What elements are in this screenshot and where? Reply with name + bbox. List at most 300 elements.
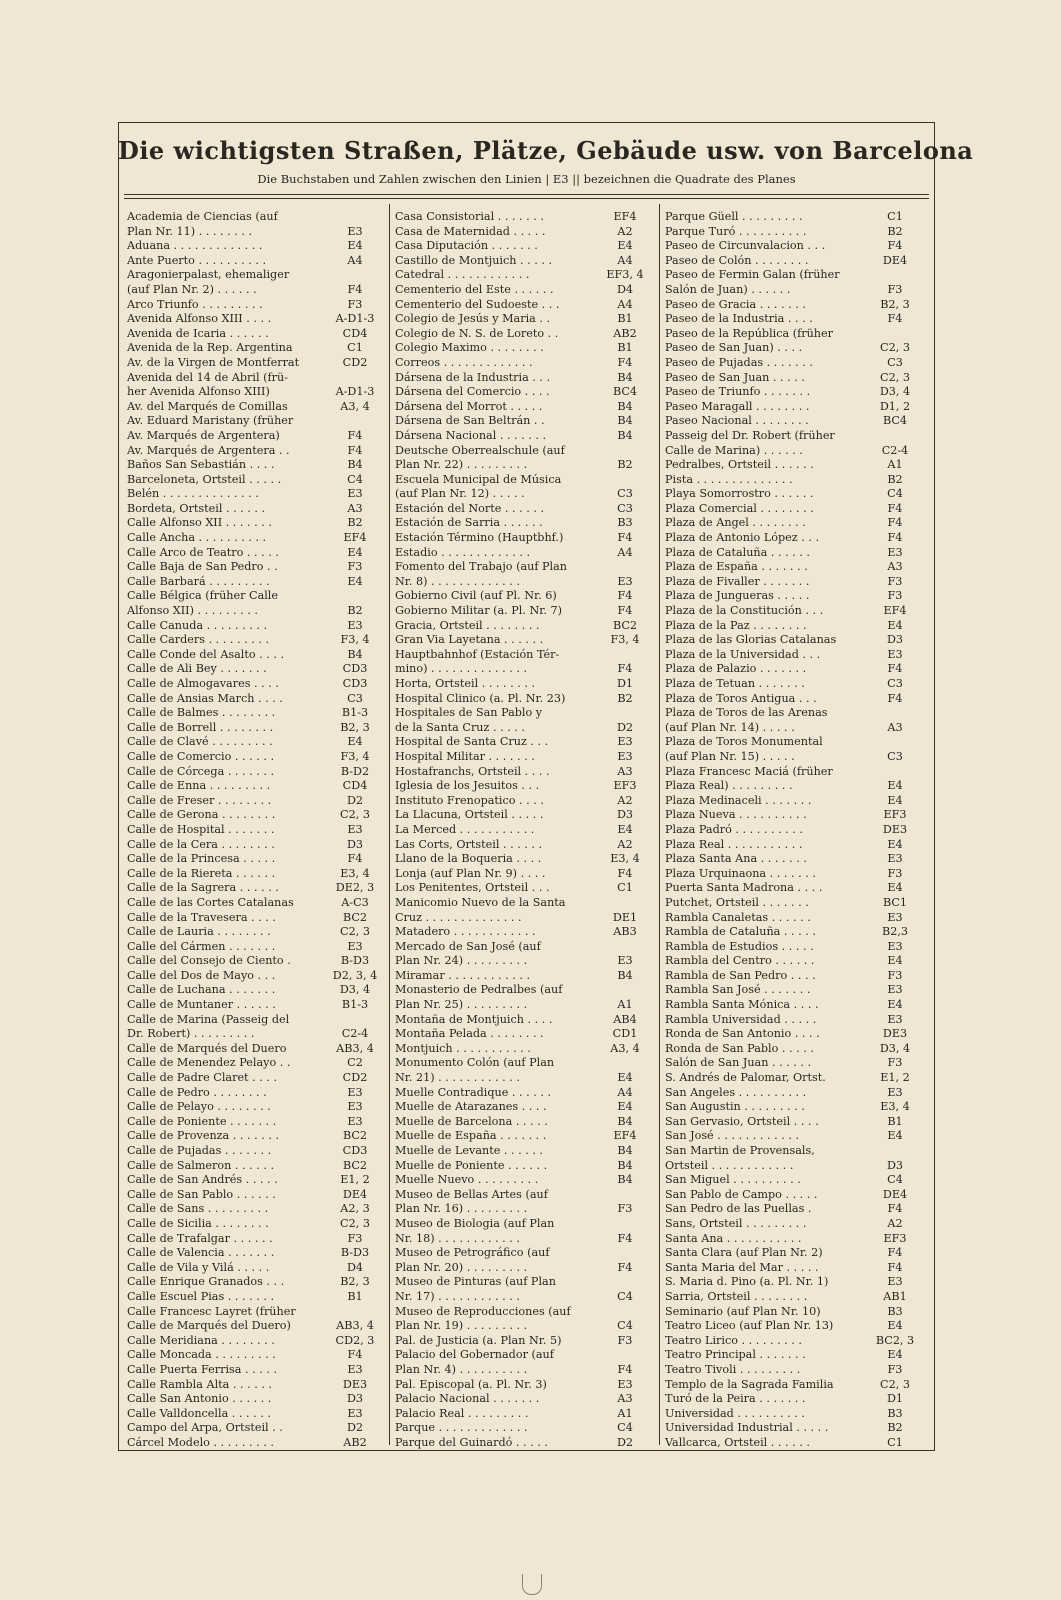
index-column-3 bbox=[665, 210, 923, 1450]
index-entry bbox=[395, 327, 653, 342]
index-entry bbox=[127, 298, 383, 313]
entry-grid-code: F4 bbox=[617, 1260, 633, 1274]
entry-name: Santa Maria del Mar . . . . . bbox=[665, 1260, 819, 1274]
entry-grid-code: E3 bbox=[347, 224, 363, 238]
entry-name: Plaza Nueva . . . . . . . . . . bbox=[665, 808, 807, 822]
entry-grid-code: B4 bbox=[617, 968, 633, 982]
entry-grid-code: B1-3 bbox=[341, 706, 369, 720]
index-entry bbox=[665, 414, 923, 429]
entry-name: Calle de Marina (Passeig del bbox=[127, 1012, 290, 1026]
entry-grid-code: C2, 3 bbox=[340, 1216, 370, 1230]
entry-grid-code: C2, 3 bbox=[880, 1377, 910, 1391]
entry-name: Plaza Urquinaona . . . . . . . bbox=[665, 866, 816, 880]
entry-name: Parque . . . . . . . . . . . . . bbox=[395, 1421, 528, 1435]
entry-grid-code: D3, 4 bbox=[879, 1041, 911, 1055]
entry-name: Ronda de San Antonio . . . . bbox=[665, 1027, 820, 1041]
entry-grid-code: E3 bbox=[887, 852, 903, 866]
entry-name: Hospital de Santa Cruz . . . bbox=[395, 735, 549, 749]
index-entry bbox=[395, 1392, 653, 1407]
entry-name: Calle Escuel Pias . . . . . . . bbox=[127, 1289, 274, 1303]
entry-grid-code: B4 bbox=[347, 458, 363, 472]
entry-name: Calle Barbará . . . . . . . . . bbox=[127, 574, 270, 588]
entry-grid-code: C2-4 bbox=[881, 443, 909, 457]
entry-name: San Pablo de Campo . . . . . bbox=[665, 1187, 818, 1201]
entry-name: Colegio Maximo . . . . . . . . bbox=[395, 341, 544, 355]
entry-grid-code: E3 bbox=[617, 735, 633, 749]
entry-name: Teatro Tivoli . . . . . . . . . bbox=[665, 1362, 801, 1376]
index-entry bbox=[127, 458, 383, 473]
entry-name: mino) . . . . . . . . . . . . . . bbox=[395, 662, 528, 676]
entry-grid-code: E3 bbox=[347, 822, 363, 836]
entry-grid-code: D4 bbox=[616, 282, 634, 296]
entry-grid-code: F4 bbox=[887, 662, 903, 676]
entry-name: Calle Carders . . . . . . . . . bbox=[127, 633, 270, 647]
entry-grid-code: A4 bbox=[617, 253, 633, 267]
entry-name: Estación del Norte . . . . . . bbox=[395, 501, 544, 515]
entry-name: Calle de la Riereta . . . . . . bbox=[127, 866, 276, 880]
index-entry bbox=[395, 969, 653, 984]
index-entry bbox=[665, 1217, 923, 1232]
entry-grid-code: B2 bbox=[347, 516, 363, 530]
entry-name: Aragonierpalast, ehemaliger bbox=[127, 268, 290, 282]
index-entry bbox=[665, 852, 923, 867]
entry-grid-code: E4 bbox=[887, 779, 903, 793]
entry-name: Las Corts, Ortsteil . . . . . . bbox=[395, 837, 543, 851]
index-entry bbox=[395, 662, 653, 677]
entry-grid-code: F4 bbox=[617, 355, 633, 369]
entry-name: San Miguel . . . . . . . . . . bbox=[665, 1173, 801, 1187]
index-entry bbox=[665, 1071, 923, 1086]
index-entry bbox=[665, 648, 923, 663]
index-entry bbox=[665, 239, 923, 254]
index-entry bbox=[127, 1115, 383, 1130]
entry-grid-code: E3, 4 bbox=[880, 1100, 910, 1114]
entry-grid-code: B4 bbox=[617, 1144, 633, 1157]
entry-name: Calle de la Travesera . . . . bbox=[127, 910, 276, 924]
entry-name: Muelle de España . . . . . . . bbox=[395, 1129, 547, 1143]
entry-name: Calle de la Princesa . . . . . bbox=[127, 852, 276, 866]
index-entry bbox=[665, 1348, 923, 1363]
index-entry bbox=[395, 1217, 653, 1232]
page-title: Die wichtigsten Straßen, Plätze, Gebäude usw. von Barcelona bbox=[118, 136, 974, 165]
entry-grid-code: E4 bbox=[887, 954, 903, 968]
entry-name: Universidad . . . . . . . . . . bbox=[665, 1406, 805, 1420]
index-entry bbox=[127, 1246, 383, 1261]
entry-grid-code: F3 bbox=[617, 1202, 633, 1216]
entry-grid-code: C3 bbox=[887, 677, 903, 690]
index-entry bbox=[665, 268, 923, 283]
index-entry bbox=[665, 1013, 923, 1028]
index-entry bbox=[665, 225, 923, 240]
entry-name: Paseo de Colón . . . . . . . . bbox=[665, 253, 809, 267]
index-entry bbox=[127, 750, 383, 765]
entry-name: Calle Alfonso XII . . . . . . . bbox=[127, 516, 272, 530]
entry-grid-code: F3 bbox=[617, 1333, 633, 1347]
entry-grid-code: A4 bbox=[347, 253, 363, 267]
entry-grid-code: D3 bbox=[886, 1158, 904, 1172]
index-entry bbox=[127, 1027, 383, 1042]
entry-grid-code: F4 bbox=[347, 428, 363, 442]
entry-grid-code: A4 bbox=[617, 297, 633, 311]
entry-name: her Avenida Alfonso XIII) bbox=[127, 385, 270, 399]
index-entry bbox=[127, 1290, 383, 1305]
entry-grid-code: E1, 2 bbox=[340, 1173, 370, 1187]
entry-name: Llano de la Boqueria . . . . bbox=[395, 852, 542, 866]
entry-name: (auf Plan Nr. 12) . . . . . bbox=[395, 487, 525, 501]
entry-grid-code: A3 bbox=[887, 560, 903, 574]
index-entry bbox=[127, 1071, 383, 1086]
entry-grid-code: F4 bbox=[347, 1348, 363, 1362]
index-entry bbox=[127, 604, 383, 619]
index-entry bbox=[127, 794, 383, 809]
entry-grid-code: E3 bbox=[887, 1085, 903, 1099]
index-entry bbox=[665, 619, 923, 634]
index-entry bbox=[395, 1232, 653, 1247]
index-entry bbox=[665, 371, 923, 386]
entry-grid-code: A1 bbox=[617, 1406, 633, 1420]
index-entry bbox=[395, 473, 653, 488]
index-entry bbox=[665, 312, 923, 327]
index-entry bbox=[127, 808, 383, 823]
entry-grid-code: CD4 bbox=[342, 779, 368, 793]
index-entry bbox=[395, 239, 653, 254]
entry-name: Parque Turó . . . . . . . . . . bbox=[665, 224, 807, 238]
entry-grid-code: BC2, 3 bbox=[875, 1333, 915, 1347]
entry-grid-code: F4 bbox=[347, 443, 363, 457]
entry-grid-code: BC2 bbox=[342, 1158, 368, 1172]
entry-name: Av. del Marqués de Comillas bbox=[127, 399, 288, 413]
entry-grid-code: F4 bbox=[617, 1362, 633, 1376]
index-entry bbox=[127, 268, 383, 283]
entry-grid-code: F4 bbox=[347, 282, 363, 296]
index-entry bbox=[665, 1202, 923, 1217]
entry-name: Calle de la Sagrera . . . . . . bbox=[127, 881, 279, 895]
index-entry bbox=[665, 1056, 923, 1071]
entry-grid-code: BC1 bbox=[882, 895, 908, 909]
index-entry bbox=[127, 692, 383, 707]
entry-grid-code: B4 bbox=[617, 370, 633, 384]
entry-name: Calle de Salmeron . . . . . . bbox=[127, 1158, 275, 1172]
entry-name: Plaza de Angel . . . . . . . . bbox=[665, 516, 806, 530]
entry-name: San Martin de Provensals, bbox=[665, 1144, 815, 1157]
entry-grid-code: F3 bbox=[347, 1231, 363, 1245]
index-entry bbox=[395, 225, 653, 240]
index-entry bbox=[127, 838, 383, 853]
entry-grid-code: AB3, 4 bbox=[336, 1319, 374, 1333]
page-subtitle: Die Buchstaben und Zahlen zwischen den Linien | E3 || bezeichnen die Quadrate des Planes bbox=[257, 172, 796, 186]
entry-grid-code: B3 bbox=[887, 1406, 903, 1420]
entry-name: Calle Francesc Layret (früher bbox=[127, 1304, 296, 1318]
index-entry bbox=[665, 1305, 923, 1320]
entry-name: Correos . . . . . . . . . . . . . bbox=[395, 355, 533, 369]
entry-grid-code: B4 bbox=[617, 1173, 633, 1187]
entry-grid-code: E4 bbox=[347, 735, 363, 749]
index-entry bbox=[395, 356, 653, 371]
entry-grid-code: B4 bbox=[617, 1114, 633, 1128]
entry-name: Nr. 18) . . . . . . . . . . . . bbox=[395, 1231, 520, 1245]
entry-grid-code: C4 bbox=[617, 1319, 633, 1333]
entry-name: Plaza Real) . . . . . . . . . bbox=[665, 779, 793, 793]
index-entry bbox=[127, 1013, 383, 1028]
index-entry bbox=[127, 575, 383, 590]
index-column-2 bbox=[395, 210, 653, 1450]
entry-name: Calle Rambla Alta . . . . . . bbox=[127, 1377, 272, 1391]
entry-name: Rambla Canaletas . . . . . . bbox=[665, 910, 811, 924]
index-entry bbox=[665, 1392, 923, 1407]
entry-name: Plaza de la Universidad . . . bbox=[665, 647, 821, 661]
entry-name: Calle de Marqués del Duero bbox=[127, 1041, 287, 1055]
entry-name: Plaza de Jungueras . . . . . bbox=[665, 589, 810, 603]
index-entry bbox=[395, 1027, 653, 1042]
entry-grid-code: F4 bbox=[887, 312, 903, 326]
entry-name: Plaza Padró . . . . . . . . . . bbox=[665, 822, 803, 836]
index-entry bbox=[127, 225, 383, 240]
entry-name: Mercado de San José (auf bbox=[395, 939, 541, 953]
entry-name: Calle de Luchana . . . . . . . bbox=[127, 983, 276, 997]
entry-grid-code: C2-4 bbox=[341, 1027, 369, 1041]
index-entry bbox=[665, 560, 923, 575]
entry-name: Plaza Comercial . . . . . . . . bbox=[665, 501, 814, 515]
entry-name: Arco Triunfo . . . . . . . . . bbox=[127, 297, 263, 311]
entry-name: Calle Meridiana . . . . . . . . bbox=[127, 1333, 275, 1347]
index-entry bbox=[395, 371, 653, 386]
index-entry bbox=[665, 896, 923, 911]
entry-name: Calle de Almogavares . . . . bbox=[127, 677, 279, 690]
entry-grid-code: E4 bbox=[617, 1100, 633, 1114]
entry-grid-code: E3 bbox=[887, 647, 903, 661]
entry-name: Rambla de Cataluña . . . . . bbox=[665, 925, 816, 939]
index-entry bbox=[665, 662, 923, 677]
entry-grid-code: A3, 4 bbox=[610, 1041, 640, 1055]
index-entry bbox=[127, 327, 383, 342]
entry-grid-code: E4 bbox=[887, 793, 903, 807]
index-entry bbox=[665, 546, 923, 561]
entry-name: Belén . . . . . . . . . . . . . . bbox=[127, 487, 259, 501]
index-entry bbox=[127, 925, 383, 940]
index-entry bbox=[395, 1100, 653, 1115]
entry-name: Calle Canuda . . . . . . . . . bbox=[127, 618, 268, 632]
entry-name: Calle del Consejo de Ciento . bbox=[127, 954, 291, 968]
index-entry bbox=[395, 298, 653, 313]
index-entry bbox=[395, 1173, 653, 1188]
index-entry bbox=[395, 1275, 653, 1290]
index-entry bbox=[127, 487, 383, 502]
entry-grid-code: DE4 bbox=[882, 253, 908, 267]
entry-grid-code: B1 bbox=[617, 312, 633, 326]
entry-name: Palacio Real . . . . . . . . . bbox=[395, 1406, 529, 1420]
index-entry bbox=[665, 1275, 923, 1290]
entry-name: (auf Plan Nr. 14) . . . . . bbox=[665, 720, 795, 734]
entry-name: Gobierno Civil (auf Pl. Nr. 6) bbox=[395, 589, 557, 603]
index-entry bbox=[395, 429, 653, 444]
index-entry bbox=[127, 429, 383, 444]
entry-name: Plaza de Toros Monumental bbox=[665, 735, 823, 749]
index-entry bbox=[127, 940, 383, 955]
entry-name: Museo de Bellas Artes (auf bbox=[395, 1187, 548, 1201]
index-entry bbox=[395, 546, 653, 561]
entry-grid-code: F4 bbox=[617, 531, 633, 545]
entry-name: Gran Via Layetana . . . . . . bbox=[395, 633, 544, 647]
entry-grid-code: DE3 bbox=[882, 822, 908, 836]
entry-name: Casa Diputación . . . . . . . bbox=[395, 239, 538, 253]
entry-grid-code: A2 bbox=[617, 837, 633, 851]
entry-grid-code: B2,3 bbox=[881, 925, 908, 939]
entry-grid-code: CD1 bbox=[612, 1027, 638, 1041]
index-entry bbox=[127, 1275, 383, 1290]
index-entry bbox=[395, 414, 653, 429]
entry-name: Los Penitentes, Ortsteil . . . bbox=[395, 881, 550, 895]
index-entry bbox=[127, 531, 383, 546]
index-entry bbox=[127, 765, 383, 780]
entry-grid-code: F3 bbox=[887, 1362, 903, 1376]
index-entry bbox=[665, 458, 923, 473]
index-entry bbox=[127, 1056, 383, 1071]
index-entry bbox=[395, 1421, 653, 1436]
entry-grid-code: E4 bbox=[347, 574, 363, 588]
entry-name: Muelle de Poniente . . . . . . bbox=[395, 1158, 548, 1172]
index-entry bbox=[127, 560, 383, 575]
entry-grid-code: B-D3 bbox=[340, 954, 370, 968]
entry-name: Av. Marqués de Argentera) bbox=[127, 428, 280, 442]
entry-grid-code: B2, 3 bbox=[340, 1275, 370, 1289]
entry-name: (auf Plan Nr. 15) . . . . . bbox=[665, 749, 795, 763]
index-entry bbox=[665, 1421, 923, 1436]
entry-grid-code: EF4 bbox=[883, 604, 907, 618]
entry-name: Colegio de N. S. de Loreto . . bbox=[395, 326, 559, 340]
index-entry bbox=[665, 516, 923, 531]
index-entry bbox=[127, 546, 383, 561]
index-entry bbox=[395, 881, 653, 896]
index-entry bbox=[665, 589, 923, 604]
index-entry bbox=[665, 706, 923, 721]
entry-grid-code: C4 bbox=[887, 1173, 903, 1187]
index-entry bbox=[127, 1421, 383, 1436]
entry-name: Plaza Francesc Maciá (früher bbox=[665, 764, 833, 778]
index-entry bbox=[395, 867, 653, 882]
index-entry bbox=[395, 998, 653, 1013]
entry-name: La Llacuna, Ortsteil . . . . . bbox=[395, 808, 544, 822]
entry-name: Avenida Alfonso XIII . . . . bbox=[127, 312, 272, 326]
index-entry bbox=[665, 1261, 923, 1276]
entry-grid-code: A4 bbox=[617, 545, 633, 559]
index-entry bbox=[127, 983, 383, 998]
index-entry bbox=[395, 1348, 653, 1363]
entry-name: Campo del Arpa, Ortsteil . . bbox=[127, 1421, 283, 1435]
entry-name: Calle de Provenza . . . . . . . bbox=[127, 1129, 280, 1143]
entry-grid-code: AB2 bbox=[613, 326, 637, 340]
entry-name: Dársena Nacional . . . . . . . bbox=[395, 428, 547, 442]
entry-name: Calle del Cármen . . . . . . . bbox=[127, 939, 276, 953]
entry-name: Plaza de la Constitución . . . bbox=[665, 604, 824, 618]
index-entry bbox=[127, 881, 383, 896]
entry-name: Calle de Menendez Pelayo . . bbox=[127, 1056, 291, 1070]
index-entry bbox=[127, 1100, 383, 1115]
entry-name: Iglesia de los Jesuitos . . . bbox=[395, 779, 540, 793]
entry-grid-code: CD3 bbox=[342, 677, 368, 690]
entry-grid-code: E4 bbox=[887, 1348, 903, 1362]
entry-grid-code: A1 bbox=[617, 998, 633, 1012]
entry-name: Rambla San José . . . . . . . bbox=[665, 983, 811, 997]
index-entry bbox=[395, 1071, 653, 1086]
entry-name: Cárcel Modelo . . . . . . . . . bbox=[127, 1435, 274, 1449]
index-entry bbox=[395, 1290, 653, 1305]
index-entry bbox=[127, 1042, 383, 1057]
entry-name: Alfonso XII) . . . . . . . . . bbox=[127, 604, 258, 618]
entry-grid-code: BC2 bbox=[612, 618, 638, 632]
index-entry bbox=[665, 925, 923, 940]
entry-name: Paseo de la Industria . . . . bbox=[665, 312, 813, 326]
entry-name: Calle de las Cortes Catalanas bbox=[127, 895, 294, 909]
index-entry bbox=[665, 327, 923, 342]
index-entry bbox=[127, 1202, 383, 1217]
entry-name: Plaza de Cataluña . . . . . . bbox=[665, 545, 810, 559]
entry-name: Paseo de la República (früher bbox=[665, 326, 833, 340]
entry-grid-code: E4 bbox=[887, 1319, 903, 1333]
entry-name: Calle Conde del Asalto . . . . bbox=[127, 647, 285, 661]
entry-grid-code: E4 bbox=[887, 618, 903, 632]
index-entry bbox=[395, 1129, 653, 1144]
entry-name: Muelle de Levante . . . . . . bbox=[395, 1144, 543, 1157]
entry-grid-code: CD2, 3 bbox=[335, 1333, 375, 1347]
entry-name: Av. de la Virgen de Montferrat bbox=[127, 355, 300, 369]
index-entry bbox=[127, 896, 383, 911]
index-entry bbox=[127, 1407, 383, 1422]
entry-name: Paseo de Fermin Galan (früher bbox=[665, 268, 840, 282]
index-entry bbox=[395, 911, 653, 926]
index-entry bbox=[395, 1115, 653, 1130]
entry-grid-code: F4 bbox=[887, 691, 903, 705]
entry-grid-code: C2 bbox=[347, 1056, 363, 1070]
entry-grid-code: E3, 4 bbox=[610, 852, 640, 866]
index-entry bbox=[665, 838, 923, 853]
index-column-1 bbox=[127, 210, 383, 1450]
entry-grid-code: F3 bbox=[887, 866, 903, 880]
index-entry bbox=[395, 954, 653, 969]
index-entry bbox=[395, 458, 653, 473]
entry-grid-code: CD3 bbox=[342, 662, 368, 676]
entry-name: Calle Arco de Teatro . . . . . bbox=[127, 545, 279, 559]
index-entry bbox=[665, 1173, 923, 1188]
index-entry bbox=[395, 575, 653, 590]
index-entry bbox=[665, 341, 923, 356]
entry-grid-code: F3 bbox=[887, 1056, 903, 1070]
entry-name: Plan Nr. 16) . . . . . . . . . bbox=[395, 1202, 528, 1216]
index-entry bbox=[127, 210, 383, 225]
entry-grid-code: F4 bbox=[887, 501, 903, 515]
index-entry bbox=[127, 1129, 383, 1144]
entry-grid-code: C3 bbox=[347, 691, 363, 705]
entry-grid-code: C2, 3 bbox=[340, 808, 370, 822]
index-entry bbox=[665, 1378, 923, 1393]
entry-name: Paseo Maragall . . . . . . . . bbox=[665, 399, 810, 413]
entry-name: Calle de Muntaner . . . . . . bbox=[127, 998, 276, 1012]
index-entry bbox=[665, 575, 923, 590]
index-entry bbox=[395, 254, 653, 269]
binding-mark bbox=[522, 1574, 542, 1595]
entry-name: Seminario (auf Plan Nr. 10) bbox=[665, 1304, 821, 1318]
entry-name: Estadio . . . . . . . . . . . . . bbox=[395, 545, 531, 559]
index-entry bbox=[665, 210, 923, 225]
entry-name: Museo de Biologia (auf Plan bbox=[395, 1216, 555, 1230]
entry-name: Calle Bélgica (früher Calle bbox=[127, 589, 279, 603]
entry-name: Calle de Balmes . . . . . . . . bbox=[127, 706, 276, 720]
entry-name: Calle de Valencia . . . . . . . bbox=[127, 1246, 275, 1260]
entry-name: Parque Güell . . . . . . . . . bbox=[665, 210, 803, 223]
index-entry bbox=[127, 1363, 383, 1378]
entry-name: Calle de Clavé . . . . . . . . . bbox=[127, 735, 273, 749]
index-entry bbox=[127, 516, 383, 531]
index-entry bbox=[395, 896, 653, 911]
